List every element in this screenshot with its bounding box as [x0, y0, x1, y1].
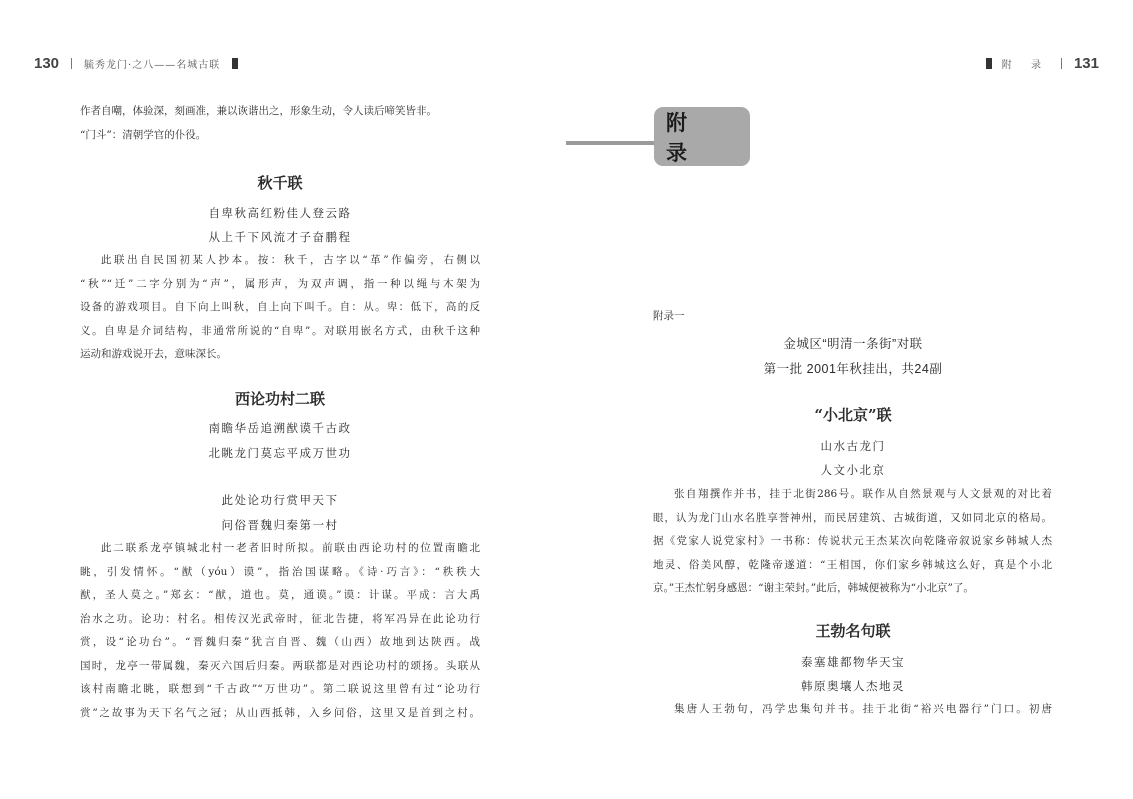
couplet-line: 南瞻华岳追溯猷谟千古政 — [208, 421, 352, 435]
right-page-number: 131 — [1073, 55, 1099, 72]
right-page — [566, 0, 1133, 799]
left-running-header — [34, 55, 238, 72]
header-divider — [71, 58, 72, 69]
commentary-paragraph: 此二联系龙亭镇城北村一老者旧时所拟。前联由西论功村的位置南瞻北 眺，引发情怀。“猷（yóu）谟”，指治国谋略。《诗·巧言》：“秩秩大 猷，圣人莫之。”郑玄：“猷，道也。莫，通谟。”谟：计谋。平成：言大禹 治水之功。论功：村名。相传汉光武帝时，征北告捷，将军冯异在此论功行 赏，设“论功台”。“晋魏归秦”犹言自晋、魏（山西）故地到达陕西。战 国时，龙亭一带属魏，秦灭六国后归秦。两联都是对西论功村的颂扬。头联从 该村南瞻北眺，联想到“千古政”“万世功”。第二联说这里曾有过“论功行 赏”之故事为天下名气之冠；从山西抵韩，入乡问俗，这里又是首到之村。 — [80, 542, 480, 719]
commentary-paragraph: 此联出自民国初某人抄本。按：秋千，古字以“革”作偏旁，右侧以 “秋”“迁”二字分别为“声”，属形声，为双声调，指一种以绳与木架为 设备的游戏项目。自下向上叫秋，自上向下叫千。自：从。卑：低下，高的反 义。自卑是介词结构，非通常所说的“自卑”。对联用嵌名方式，由秋千这种 运动和游戏说开去，意味深长。 — [80, 254, 480, 360]
couplet-line: 从上千下风流才子奋鹏程 — [208, 230, 352, 244]
section-title: 王勃名句联 — [815, 622, 891, 640]
commentary-paragraph: 张自翔撰作并书，挂于北街286号。联作从自然景观与人文景观的对比着 眼，认为龙门山水名胜享誉神州，而民居建筑、古城街道，又如同北京的格局。 据《党家人说党家村》一书称：传说状元王杰某次向乾隆帝叙说家乡韩城人杰 地灵、俗美风醇，乾隆帝遂道：“王相国，你们家乡韩城这么好，真是个小北 京。”王杰忙躬身感恩：“谢主荣封。”此后，韩城便被称为“小北京”了。 — [653, 488, 1052, 594]
header-divider — [1061, 58, 1062, 69]
appendix-title-badge: 附 录 — [654, 107, 750, 166]
couplet-line: 韩原奥壤人杰地灵 — [801, 679, 905, 693]
header-marker-icon — [232, 58, 238, 69]
appendix-subtitle: 第一批 2001年秋挂出，共24副 — [763, 362, 943, 376]
couplet-line: 问俗晋魏归秦第一村 — [221, 518, 339, 532]
section-title: 西论功村二联 — [234, 390, 325, 408]
section-title: 秋千联 — [257, 174, 303, 192]
title-badge-rule — [566, 141, 658, 145]
left-header-title: 毓秀龙门·之八——名城古联 — [84, 60, 221, 71]
intro-paragraph: 作者自嘲，体验深，刻画准，兼以诙谐出之，形象生动，令人读后啼笑皆非。 “门斗”：清朝学官的仆役。 — [80, 105, 437, 141]
header-marker-icon — [986, 58, 992, 69]
left-page — [0, 0, 566, 799]
couplet-line: 山水古龙门 — [820, 439, 886, 453]
couplet-line: 此处论功行赏甲天下 — [221, 493, 339, 507]
appendix-subtitle: 金城区“明清一条街”对联 — [783, 337, 923, 351]
right-header-title: 附 录 — [1001, 60, 1049, 71]
couplet-line: 北眺龙门莫忘平成万世功 — [208, 446, 352, 460]
couplet-line: 人文小北京 — [820, 463, 886, 477]
commentary-paragraph: 集唐人王勃句，冯学忠集句并书。挂于北街“裕兴电器行”门口。初唐 — [674, 703, 1052, 715]
left-page-number: 130 — [34, 55, 60, 72]
section-title: “小北京”联 — [814, 406, 892, 424]
right-running-header — [986, 55, 1099, 72]
couplet-line: 自卑秋高红粉佳人登云路 — [208, 206, 352, 220]
couplet-line: 泰塞雄都物华天宝 — [801, 655, 905, 669]
appendix-label: 附录一 — [653, 310, 685, 322]
